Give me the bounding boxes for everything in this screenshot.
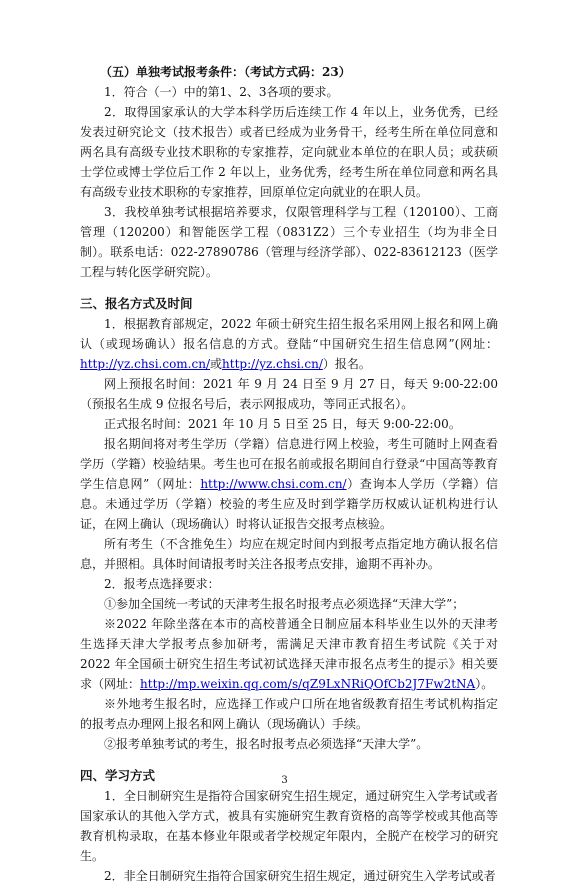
exam-site-rule-1: ①参加全国统一考试的天津考生报名时报考点必须选择“天津大学”； [104, 597, 465, 611]
weixin-article-link[interactable]: http://mp.weixin.qq.com/s/qZ9LxNRiQOfCb2J7Fw2tNA [140, 677, 476, 691]
education-verification-paragraph [80, 434, 498, 534]
exam-site-requirements: 2．报考点选择要求： [104, 577, 220, 591]
section3-item-1-text-a: 1．根据教育部规定，2022 年硕士研究生招生报名采用网上报名和网上确认（或现场确认）报名信息的方式。登陆“中国研究生招生信息网”(网址： [80, 317, 498, 351]
section5-item-2: 2．取得国家承认的大学本科学历后连续工作 4 年以上，业务优秀，已经发表过研究论文（技术报告）或者已经成为业务骨干，经考生所在单位同意和两名具有高级专业技术职称的专家推荐，定向就业本单位的在职人员；或获硕士学位或博士学位后工作 2 年以上，业务优秀，经考生所在单位同意和两名具有高级专业技术职称的专家推荐，回原单位定向就业的在职人员。 [80, 105, 498, 199]
section3-heading: 三、报名方式及时间 [80, 296, 193, 311]
official-registration-time: 正式报名时间：2021 年 10 月 5 日至 25 日，每天 9:00-22:00。 [104, 417, 461, 431]
tianjin-note-paragraph [80, 614, 498, 694]
document-body [80, 62, 498, 886]
tianjin-note-text-a: ※2022 年除坐落在本市的高校普通全日制应届本科毕业生以外的天津考生选择天津大学报考点参加研考，需满足天津市教育招生考试院《关于对 2022 年全国硕士研究生招生考试初试选择天津市报名点考生的提示》相关要求（网址： [80, 617, 498, 691]
exam-site-rule-2: ②报考单独考试的考生，报名时报考点必须选择“天津大学”。 [104, 737, 429, 751]
section4-heading: 四、学习方式 [80, 768, 156, 783]
section5-item-3: 3．我校单独考试根据培养要求，仅限管理科学与工程（120100）、工商管理（120200）和智能医学工程（0831Z2）三个专业招生（均为非全日制）。联系电话：022-27890786（管理与经济学部）、022-83612123（医学工程与转化医学研究院）。 [80, 205, 498, 279]
tianjin-note-text-b: ）。 [475, 677, 494, 691]
page-number: 3 [281, 775, 288, 786]
chsi-yz-link-2[interactable]: http://yz.chsi.cn/ [222, 357, 323, 371]
non-local-note: ※外地考生报名时，应选择工作或户口所在地省级教育招生考试机构指定的报考点办理网上报名和网上确认（现场确认）手续。 [80, 697, 498, 731]
verification-text-a: 报名期间将对考生学历（学籍）信息进行网上校验，考生可随时上网查看学历（学籍）校验结果。考生也可在报名前或报名期间自行登录“中国高等教育学生信息网”（网址： [80, 437, 498, 491]
confirmation-paragraph: 所有考生（不含推免生）均应在规定时间内到报考点指定地方确认报名信息，并照相。具体时间请报考时关注各报考点安排，逾期不再补办。 [80, 537, 498, 571]
chsi-yz-link-1[interactable]: http://yz.chsi.com.cn/ [80, 357, 210, 371]
section3-item-1 [80, 314, 498, 374]
section4-item-2: 2．非全日制研究生指符合国家研究生招生规定，通过研究生入学考试或者 [104, 869, 496, 883]
pre-registration-time: 网上预报名时间：2021 年 9 月 24 日至 9 月 27 日，每天 9:00-22:00（预报名生成 9 位报名号后，表示网报成功，等同正式报名）。 [80, 377, 498, 411]
section5-heading: （五）单独考试报考条件：（考试方式码：23） [100, 65, 351, 79]
section3-item-1-text-b: 或 [210, 357, 223, 371]
section4-item-1: 1．全日制研究生是指符合国家研究生招生规定，通过研究生入学考试或者国家承认的其他入学方式，被具有实施研究生教育资格的高等学校或其他高等教育机构录取，在基本修业年限或者学校规定年限内，全脱产在校学习的研究生。 [80, 789, 498, 863]
section5-item-1: 1．符合（一）中的第1、2、3各项的要求。 [104, 85, 339, 99]
verification-text-b: ）查询本人学历（学籍）信息。未通过学历（学籍）校验的考生应及时到学籍学历权威认证机构进行认证，在网上确认（现场确认）时将认证报告交报考点核验。 [80, 477, 498, 531]
section3-item-1-text-c: ）报名。 [322, 357, 371, 371]
chsi-www-link[interactable]: http://www.chsi.com.cn/ [200, 477, 347, 491]
